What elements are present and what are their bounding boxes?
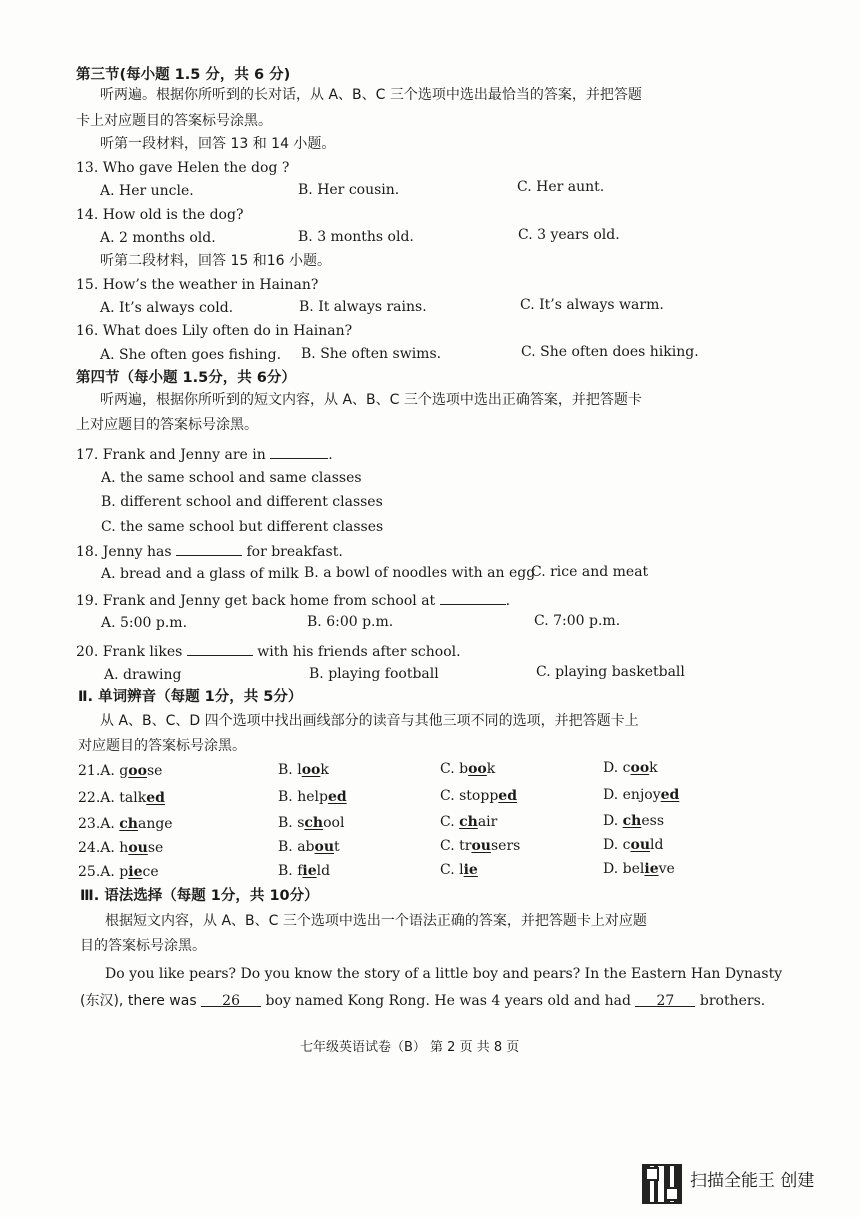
phonics-option <box>78 839 163 857</box>
q13-option-b: B. Her cousin. <box>298 182 400 198</box>
phonics-option <box>278 838 340 856</box>
part3-instruction-line2: 目的答案标号涂黑。 <box>80 938 206 954</box>
phonics-option <box>78 863 159 881</box>
q15-option-c: C. It’s always warm. <box>520 297 664 313</box>
section3-title: 第三节(每小题 1.5 分，共 6 分) <box>76 67 291 83</box>
word-prefix: l <box>459 862 464 878</box>
word-prefix: bel <box>622 861 645 877</box>
word-suffix: se <box>146 763 163 779</box>
q20-stem-line <box>76 641 461 661</box>
option-label: A. <box>100 864 120 880</box>
q16-option-a: A. She often goes fishing. <box>100 347 282 363</box>
q17-option-a: A. the same school and same classes <box>101 470 362 486</box>
underlined-letters: ie <box>463 862 478 878</box>
q20-stem: 20. Frank likes <box>76 644 183 660</box>
underlined-letters: ed <box>660 787 680 803</box>
q16-stem: 16. What does Lily often do in Hainan? <box>76 323 353 339</box>
q20-option-b: B. playing football <box>309 666 439 682</box>
option-label: D. <box>603 837 623 853</box>
q17-stem-end: . <box>328 447 333 463</box>
q17-option-c: C. the same school but different classes <box>101 519 384 535</box>
q13-stem: 13. Who gave Helen the dog ? <box>76 160 290 176</box>
q18-stem-end: for breakfast. <box>246 544 343 560</box>
word-prefix: f <box>297 863 303 879</box>
q19-stem-line <box>76 590 510 610</box>
word-prefix: p <box>119 864 129 880</box>
word-prefix: ab <box>297 839 315 855</box>
passage-line2-part1: (东汉), there was <box>80 993 197 1009</box>
word-prefix: help <box>297 789 328 805</box>
passage-line2 <box>80 992 765 1010</box>
phonics-option <box>278 862 330 880</box>
q14-option-b: B. 3 months old. <box>298 229 414 245</box>
underlined-letters: oo <box>128 763 147 779</box>
option-label: D. <box>603 760 623 776</box>
word-suffix: ce <box>142 864 159 880</box>
option-label: C. <box>440 862 460 878</box>
q20-blank <box>187 641 253 656</box>
underlined-letters: ou <box>471 838 491 854</box>
option-label: C. <box>440 814 460 830</box>
section4-instruction-line2: 上对应题目的答案标号涂黑。 <box>76 417 258 433</box>
option-label: A. <box>100 763 120 779</box>
q14-option-c: C. 3 years old. <box>518 227 620 243</box>
q15-stem: 15. How’s the weather in Hainan? <box>76 277 319 293</box>
phonics-option <box>440 837 520 855</box>
qr-code-icon <box>642 1164 682 1204</box>
q19-option-a: A. 5:00 p.m. <box>101 615 188 631</box>
underlined-letters: ed <box>327 789 347 805</box>
q16-option-b: B. She often swims. <box>301 346 442 362</box>
underlined-letters: ed <box>498 788 517 804</box>
question-number: 24. <box>78 840 101 856</box>
phonics-option <box>440 760 495 778</box>
word-suffix: k <box>649 760 658 776</box>
q18-option-c: C. rice and meat <box>531 564 649 580</box>
phonics-option <box>603 836 663 854</box>
page-footer: 七年级英语试卷（B） 第 2 页 共 8 页 <box>300 1040 520 1055</box>
passage-line1: Do you like pears? Do you know the story of a little boy and pears? In the Eastern Han Dynasty <box>105 966 783 982</box>
q18-blank <box>176 541 242 556</box>
underlined-letters: ie <box>128 864 143 880</box>
underlined-letters: ch <box>622 813 642 829</box>
q19-blank <box>440 590 506 605</box>
q14-option-a: A. 2 months old. <box>100 230 216 246</box>
q18-stem-line <box>76 541 343 561</box>
underlined-letters: ou <box>630 837 651 853</box>
scanner-watermark: 扫描全能王 创建 <box>690 1171 815 1191</box>
phonics-option <box>78 815 173 833</box>
section3-instruction-line1: 听两遍。根据你所听到的长对话，从 A、B、C 三个选项中选出最恰当的答案，并把答题 <box>100 87 642 103</box>
section4-title: 第四节（每小题 1.5分，共 6分） <box>76 370 296 386</box>
word-suffix: ange <box>137 816 173 832</box>
word-prefix: s <box>297 815 305 831</box>
option-label: C. <box>440 788 460 804</box>
underlined-letters: oo <box>630 760 650 776</box>
phonics-option <box>440 787 517 805</box>
word-prefix: h <box>119 840 129 856</box>
question-number: 21. <box>78 763 101 779</box>
option-label: D. <box>603 787 623 803</box>
option-label: B. <box>278 762 298 778</box>
underlined-letters: ou <box>314 839 335 855</box>
phonics-option <box>603 786 679 804</box>
word-prefix: c <box>622 837 631 853</box>
q18-option-a: A. bread and a glass of milk <box>101 566 299 582</box>
word-suffix: sers <box>490 838 521 854</box>
q13-option-a: A. Her uncle. <box>100 183 194 199</box>
phonics-option <box>278 814 344 832</box>
question-number: 23. <box>78 816 101 832</box>
blank-27: 27 <box>635 992 695 1007</box>
word-suffix: air <box>477 814 498 830</box>
q14-stem: 14. How old is the dog? <box>76 207 244 223</box>
word-suffix: k <box>320 762 329 778</box>
q19-stem-end: . <box>505 593 511 609</box>
phonics-option <box>440 861 478 879</box>
option-label: B. <box>278 789 298 805</box>
word-suffix: ess <box>641 813 664 829</box>
underlined-letters: ed <box>146 790 165 806</box>
word-prefix: talk <box>119 790 147 806</box>
q20-option-a: A. drawing <box>104 667 182 683</box>
part2-instruction-line1: 从 A、B、C、D 四个选项中找出画线部分的读音与其他三项不同的选项，并把答题卡上 <box>100 713 639 729</box>
q19-stem: 19. Frank and Jenny get back home from school at <box>76 593 436 609</box>
q18-option-b: B. a bowl of noodles with an egg <box>304 565 536 581</box>
word-prefix: tr <box>459 838 472 854</box>
passage-line2-part2: boy named Kong Rong. He was 4 years old and had <box>265 993 631 1009</box>
underlined-letters: ch <box>459 814 478 830</box>
q19-option-c: C. 7:00 p.m. <box>534 613 621 629</box>
word-suffix: se <box>147 840 164 856</box>
q18-stem: 18. Jenny has <box>76 544 172 560</box>
part2-instruction-line2: 对应题目的答案标号涂黑。 <box>78 738 246 754</box>
phonics-option <box>440 813 497 831</box>
question-number: 25. <box>78 864 101 880</box>
q17-option-b: B. different school and different classes <box>101 494 383 510</box>
underlined-letters: ie <box>302 863 317 879</box>
q17-stem: 17. Frank and Jenny are in <box>76 447 266 463</box>
section3-sub-instruction-1: 听第一段材料，回答 13 和 14 小题。 <box>100 136 336 152</box>
phonics-option <box>603 759 658 777</box>
word-suffix: t <box>334 839 340 855</box>
underlined-letters: ou <box>128 840 148 856</box>
q17-stem-line <box>76 444 333 464</box>
option-label: C. <box>440 761 460 777</box>
q13-option-c: C. Her aunt. <box>517 179 605 195</box>
underlined-letters: ch <box>304 815 324 831</box>
q15-option-b: B. It always rains. <box>299 299 427 315</box>
word-suffix: ool <box>323 815 345 831</box>
option-label: B. <box>278 839 298 855</box>
option-label: D. <box>603 813 623 829</box>
option-label: A. <box>100 790 120 806</box>
phonics-option <box>78 762 162 780</box>
q16-option-c: C. She often does hiking. <box>521 344 699 360</box>
part3-instruction-line1: 根据短文内容，从 A、B、C 三个选项中选出一个语法正确的答案，并把答题卡上对应题 <box>105 913 647 929</box>
word-suffix: k <box>486 761 496 777</box>
phonics-option <box>603 860 675 878</box>
part3-title: Ⅲ. 语法选择（每题 1分，共 10分） <box>80 888 319 904</box>
question-number: 22. <box>78 790 101 806</box>
word-prefix: c <box>622 760 631 776</box>
phonics-option <box>278 788 347 806</box>
option-label: A. <box>100 840 120 856</box>
word-prefix: b <box>459 761 469 777</box>
word-suffix: ld <box>650 837 664 853</box>
word-suffix: ve <box>658 861 675 877</box>
option-label: B. <box>278 815 298 831</box>
option-label: C. <box>440 838 460 854</box>
phonics-option <box>278 761 329 779</box>
option-label: B. <box>278 863 298 879</box>
section3-sub-instruction-2: 听第二段材料，回答 15 和16 小题。 <box>100 253 331 269</box>
underlined-letters: oo <box>301 762 321 778</box>
word-suffix: ld <box>316 863 331 879</box>
q15-option-a: A. It’s always cold. <box>100 300 234 316</box>
q17-blank <box>270 444 328 459</box>
q20-stem-end: with his friends after school. <box>257 644 461 660</box>
section3-instruction-line2: 卡上对应题目的答案标号涂黑。 <box>76 113 272 129</box>
word-prefix: l <box>297 762 302 778</box>
word-prefix: g <box>119 763 129 779</box>
word-prefix: stopp <box>459 788 499 804</box>
q20-option-c: C. playing basketball <box>536 664 685 680</box>
option-label: D. <box>603 861 623 877</box>
section4-instruction-line1: 听两遍，根据你所听到的短文内容，从 A、B、C 三个选项中选出正确答案，并把答题卡 <box>100 392 642 408</box>
blank-26: 26 <box>201 992 261 1007</box>
phonics-option <box>603 812 664 830</box>
phonics-option <box>78 789 165 807</box>
word-prefix: enjoy <box>622 787 661 803</box>
passage-line2-part3: brothers. <box>699 993 766 1009</box>
option-label: A. <box>100 816 120 832</box>
q19-option-b: B. 6:00 p.m. <box>307 614 394 630</box>
part2-title: Ⅱ. 单词辨音（每题 1分，共 5分） <box>78 689 303 705</box>
underlined-letters: oo <box>468 761 487 777</box>
underlined-letters: ch <box>119 816 138 832</box>
underlined-letters: ie <box>644 861 659 877</box>
